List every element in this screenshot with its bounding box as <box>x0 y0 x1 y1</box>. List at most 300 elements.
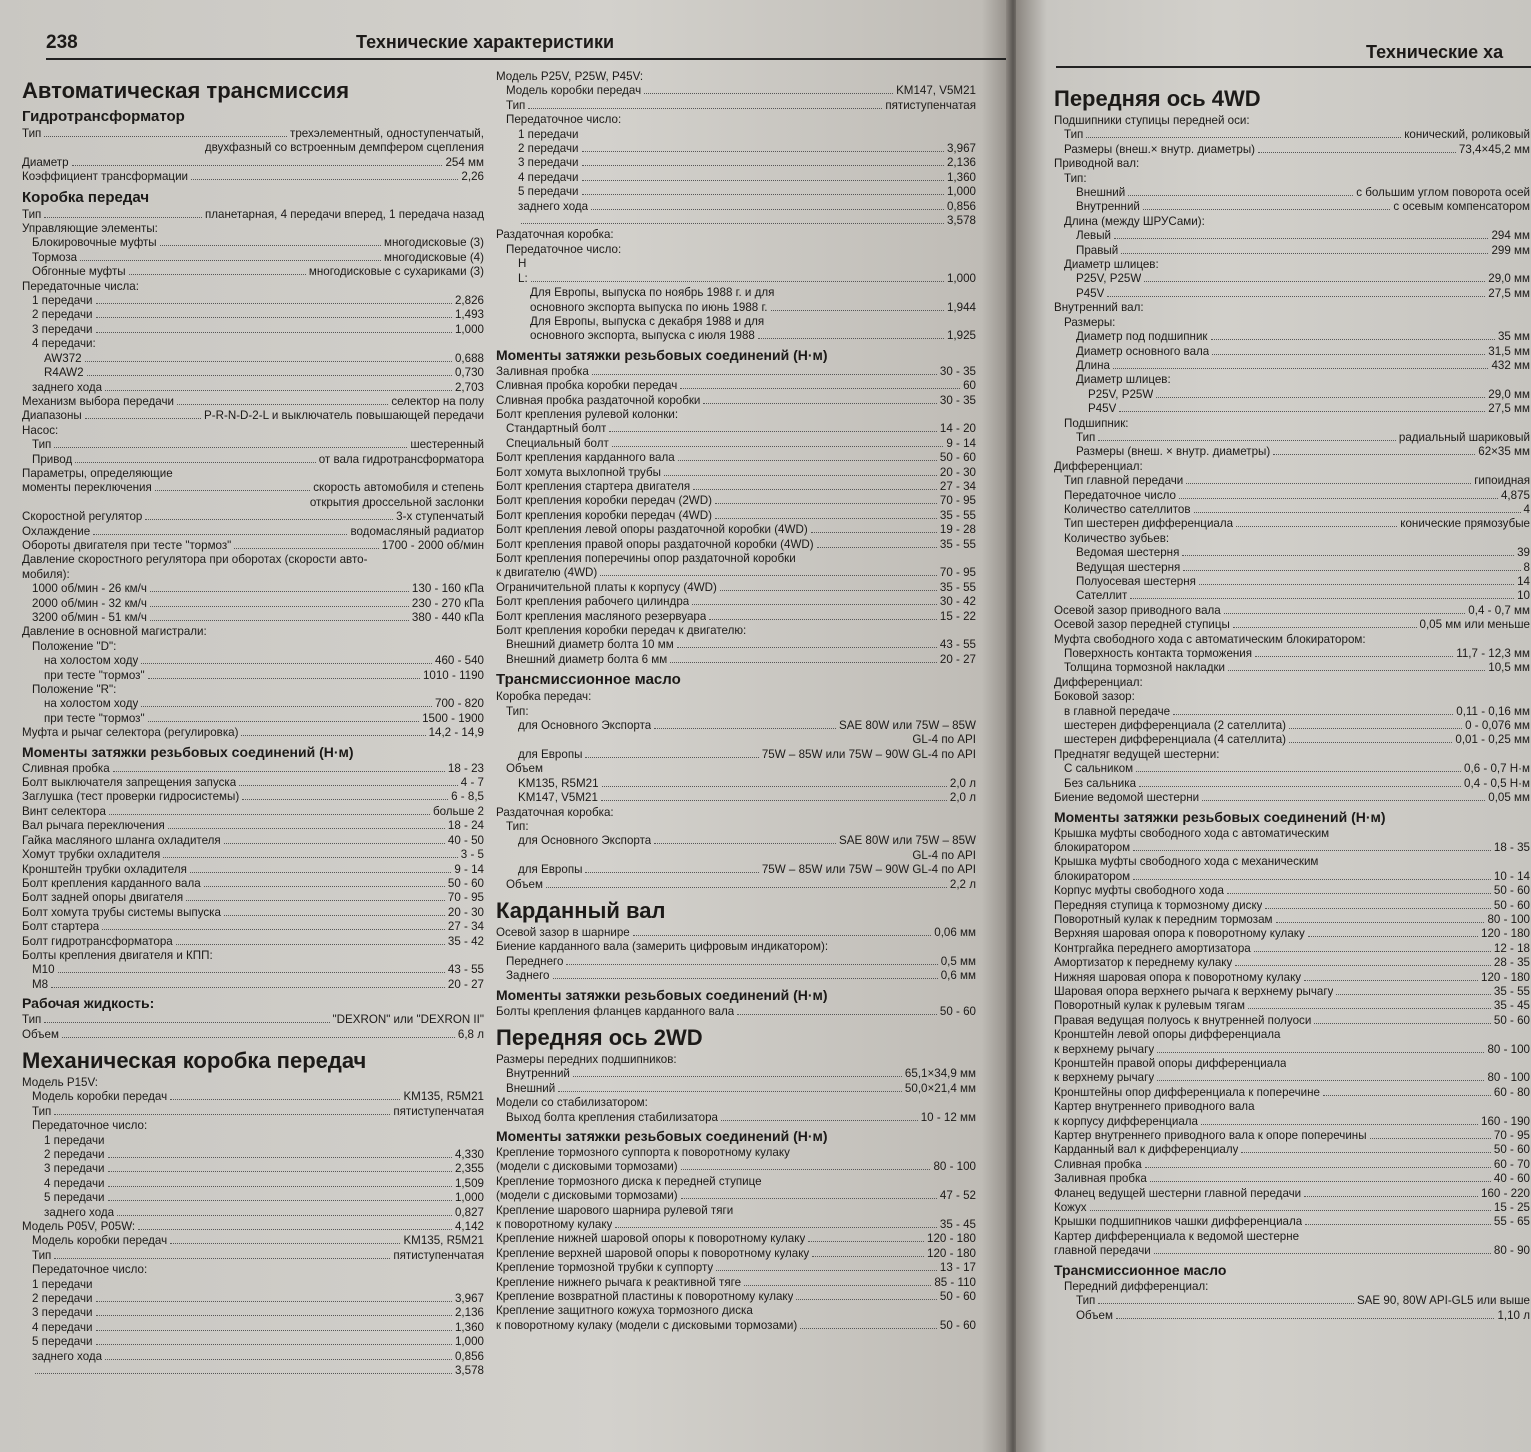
spec-label: Осевой зазор передней ступицы <box>1054 618 1230 632</box>
spec-label: Крышки подшипников чашки дифференциала <box>1054 1215 1303 1229</box>
spec-label: Болт хомута трубы системы выпуска <box>22 905 221 919</box>
spec-row <box>496 70 976 84</box>
leader-dots <box>117 1215 452 1216</box>
leader-dots <box>670 662 937 663</box>
leader-dots <box>678 460 937 461</box>
leader-dots <box>96 303 452 304</box>
spec-row <box>22 366 484 380</box>
spec-value: 11,7 - 12,3 мм <box>1456 647 1530 661</box>
spec-value: 80 - 100 <box>1487 912 1530 926</box>
spec-row <box>496 538 976 552</box>
spec-row <box>496 1005 976 1019</box>
spec-row <box>1054 589 1530 603</box>
spec-value: 43 - 55 <box>939 638 976 652</box>
spec-value: 0,06 мм <box>934 925 976 939</box>
leader-dots <box>160 245 381 246</box>
spec-row <box>496 185 976 199</box>
spec-label: Внешний <box>506 1081 556 1095</box>
page-header <box>46 32 1006 60</box>
spec-row <box>496 1218 976 1232</box>
spec-row <box>22 156 484 170</box>
spec-label: Передняя ступица к тормозному диску <box>1054 898 1263 912</box>
leader-dots <box>242 799 448 800</box>
section-heading: Гидротрансформатор <box>22 108 185 125</box>
spec-value: 65,1×34,9 мм <box>904 1067 976 1081</box>
spec-label: Давление в основной магистрали: <box>22 625 207 639</box>
spec-row <box>22 920 484 934</box>
leader-dots <box>531 281 944 282</box>
leader-dots <box>716 1270 937 1271</box>
spec-label: Болт крепления карданного вала <box>496 451 675 465</box>
leader-dots <box>1179 498 1498 499</box>
spec-row <box>22 1148 484 1162</box>
spec-continuation: GL-4 по API <box>912 733 976 747</box>
spec-row <box>22 1335 484 1349</box>
spec-label: на холостом ходу <box>44 697 139 711</box>
spec-value: KM135, R5M21 <box>403 1090 484 1104</box>
spec-row <box>22 265 484 279</box>
spec-value: 120 - 180 <box>1481 927 1530 941</box>
spec-row <box>496 690 976 704</box>
spec-value: 62×35 мм <box>1478 445 1530 459</box>
spec-row <box>1054 143 1530 157</box>
spec-label: Передаточное число <box>1064 488 1176 502</box>
leader-dots <box>744 1285 931 1286</box>
spec-label: Сателлит <box>1076 589 1128 603</box>
spec-label: Нижняя шаровая опора к поворотному кулаку <box>1054 970 1302 984</box>
spec-row <box>496 156 976 170</box>
spec-label: блокиратором <box>1054 840 1131 854</box>
spec-value: 50 - 60 <box>939 1290 976 1304</box>
spec-value: 50 - 60 <box>447 876 484 890</box>
spec-value: 1,360 <box>454 1320 484 1334</box>
leader-dots <box>72 165 443 166</box>
spec-value: 27 - 34 <box>447 920 484 934</box>
spec-row <box>1054 532 1530 546</box>
leader-dots <box>721 1120 918 1121</box>
spec-row <box>22 395 484 409</box>
spec-label: в главной передаче <box>1064 704 1171 718</box>
spec-label: Кронштейн левой опоры дифференциала <box>1054 1028 1281 1042</box>
spec-label: 3 передачи <box>32 1306 93 1320</box>
leader-dots <box>1145 1167 1491 1168</box>
spec-label: 4 передачи <box>32 1320 93 1334</box>
spec-value: 60 - 80 <box>1493 1085 1530 1099</box>
spec-label: Ведущая шестерня <box>1076 560 1181 574</box>
spec-value: шестеренный <box>410 438 484 452</box>
spec-value: водомасляный радиатор <box>350 524 484 538</box>
spec-row <box>1054 855 1530 869</box>
leader-dots <box>108 1200 452 1201</box>
spec-value: 1,493 <box>454 308 484 322</box>
spec-row <box>22 222 484 236</box>
spec-value: 14,2 - 14,9 <box>428 726 484 740</box>
leader-dots <box>108 1186 452 1187</box>
spec-row <box>1054 956 1530 970</box>
spec-label: Кронштейны опор дифференциала к поперечине <box>1054 1085 1320 1099</box>
leader-dots <box>1305 1224 1491 1225</box>
spec-row <box>496 566 976 580</box>
leader-dots <box>1183 570 1520 571</box>
spec-value: 20 - 30 <box>939 465 976 479</box>
spec-label: Боковой зазор: <box>1054 690 1135 704</box>
spec-label: Длина <box>1076 358 1110 372</box>
spec-value: 3-х ступенчатый <box>396 510 484 524</box>
leader-dots <box>612 446 944 447</box>
spec-label: Объем <box>1076 1308 1113 1322</box>
spec-value: 35 - 42 <box>447 934 484 948</box>
spec-row <box>22 1105 484 1119</box>
spec-label: к двигателю (4WD) <box>496 566 598 580</box>
spec-label: 5 передачи <box>44 1191 105 1205</box>
leader-dots <box>1107 296 1485 297</box>
spec-value: 1,944 <box>946 300 976 314</box>
spec-value: 0,5 мм <box>940 954 976 968</box>
spec-label: Обгонные муфты <box>32 265 126 279</box>
spec-row <box>1054 1014 1530 1028</box>
spec-label: Преднатяг ведущей шестерни: <box>1054 747 1220 761</box>
spec-row <box>1054 301 1530 315</box>
spec-value: 20 - 27 <box>447 977 484 991</box>
leader-dots <box>1114 238 1488 239</box>
leader-dots <box>1323 1095 1491 1096</box>
spec-value: SAE 80W или 75W – 85W <box>839 834 976 848</box>
leader-dots <box>600 575 937 576</box>
spec-label: мобиля): <box>22 567 70 581</box>
spec-label: Внутренний <box>1076 200 1140 214</box>
leader-dots <box>1173 714 1453 715</box>
leader-dots <box>609 431 936 432</box>
spec-value: 1010 - 1190 <box>422 668 484 682</box>
spec-row <box>496 748 976 762</box>
spec-value: 18 - 24 <box>447 819 484 833</box>
spec-value: 0,6 - 0,7 Н·м <box>1464 762 1530 776</box>
spec-row <box>1054 489 1530 503</box>
spec-label: Передаточное число: <box>506 242 622 256</box>
spec-label: Крепление тормозного суппорта к поворотному кулаку <box>496 1146 790 1159</box>
leader-dots <box>1273 454 1475 455</box>
spec-row <box>22 1278 484 1292</box>
spec-label: Крышка муфты свободного хода с автоматическим <box>1054 826 1330 840</box>
spec-label: заднего хода <box>44 1205 115 1219</box>
leader-dots <box>546 887 947 888</box>
spec-row <box>22 1350 484 1364</box>
spec-value: 120 - 180 <box>927 1246 976 1260</box>
spec-label: 1000 об/мин - 26 км/ч <box>32 582 147 596</box>
leader-dots <box>177 404 388 405</box>
leader-dots <box>1258 152 1456 153</box>
leader-dots <box>1304 1196 1478 1197</box>
spec-value: 80 - 90 <box>1493 1244 1530 1258</box>
spec-label: Тип <box>1064 128 1084 142</box>
leader-dots <box>1154 1253 1491 1254</box>
spec-value: с большим углом поворота осей <box>1356 186 1530 200</box>
spec-row <box>496 878 976 892</box>
spec-row <box>22 1306 484 1320</box>
spec-value: 0,856 <box>454 1349 484 1363</box>
spec-row <box>1054 229 1530 243</box>
leader-dots <box>170 1243 400 1244</box>
spec-label: Болт крепления правой опоры раздаточной коробки (4WD) <box>496 537 814 551</box>
spec-row <box>496 705 976 719</box>
spec-label: Тип: <box>1064 171 1087 185</box>
spec-value: 10 - 12 мм <box>920 1110 976 1124</box>
spec-row <box>496 394 976 408</box>
leader-dots <box>558 1091 902 1092</box>
spec-row <box>496 257 976 271</box>
leader-dots <box>1157 1080 1484 1081</box>
column-1 <box>22 72 484 1447</box>
spec-value: 39 <box>1517 546 1530 560</box>
spec-value: 0,05 мм <box>1488 791 1530 805</box>
leader-dots <box>592 374 937 375</box>
spec-value: 14 - 20 <box>939 422 976 436</box>
spec-label: для Европы <box>518 863 583 877</box>
spec-row <box>1054 676 1530 690</box>
spec-label: Стандартный болт <box>506 422 607 436</box>
spec-row <box>496 926 976 940</box>
spec-value: 50 - 60 <box>1493 1013 1530 1027</box>
spec-value: 47 - 52 <box>939 1189 976 1203</box>
section-heading: Трансмиссионное масло <box>1054 1261 1227 1278</box>
leader-dots <box>521 223 944 224</box>
spec-row <box>496 379 976 393</box>
spec-label: Диаметр <box>22 155 69 169</box>
spec-value: 460 - 540 <box>435 654 484 668</box>
spec-row <box>1054 215 1530 229</box>
leader-dots <box>141 706 432 707</box>
spec-label: Ведомая шестерня <box>1076 546 1180 560</box>
leader-dots <box>1098 440 1396 441</box>
section-heading: Моменты затяжки резьбовых соединений (Н·м) <box>22 743 354 760</box>
leader-dots <box>163 857 457 858</box>
leader-dots <box>1254 951 1491 952</box>
spec-label: Гайка масляного шланга охладителя <box>22 833 221 847</box>
spec-label: 4 передачи: <box>32 337 96 351</box>
spec-row <box>1054 186 1530 200</box>
leader-dots <box>105 390 452 391</box>
leader-dots <box>109 814 430 815</box>
spec-row <box>496 1146 976 1160</box>
spec-value: 27 - 34 <box>939 479 976 493</box>
spec-label: 2 передачи <box>44 1148 105 1161</box>
spec-value: 1,000 <box>454 322 484 336</box>
spec-value: 35 - 45 <box>939 1218 976 1232</box>
spec-value: 70 - 95 <box>1493 1129 1530 1143</box>
spec-row <box>496 128 976 142</box>
spec-row <box>22 251 484 265</box>
leader-dots <box>148 678 420 679</box>
spec-label: Крепление защитного кожуха тормозного диска <box>496 1304 753 1318</box>
leader-dots <box>1116 1318 1494 1319</box>
spec-label: 2 передачи <box>32 308 93 322</box>
spec-label: Передаточное число: <box>32 1119 148 1133</box>
leader-dots <box>85 361 452 362</box>
leader-dots <box>664 475 937 476</box>
spec-row <box>22 654 484 668</box>
spec-label: Диаметр шлицев: <box>1076 373 1171 387</box>
leader-dots <box>150 606 409 607</box>
spec-label: на холостом ходу <box>44 654 139 668</box>
leader-dots <box>1202 800 1485 801</box>
spec-label: главной передачи <box>1054 1244 1151 1258</box>
spec-value: конические прямозубые <box>1400 517 1530 531</box>
spec-label: Тип: <box>506 819 529 833</box>
spec-row <box>1054 330 1530 344</box>
leader-dots <box>1130 598 1514 599</box>
leader-dots <box>1086 137 1401 138</box>
leader-dots <box>51 987 445 988</box>
spec-value: 0 - 0,076 мм <box>1465 719 1530 733</box>
spec-label: Крепление нижней шаровой опоры к поворотному кулаку <box>496 1232 806 1246</box>
spec-label: 1 передачи <box>518 127 579 141</box>
leader-dots <box>1236 526 1397 527</box>
spec-value: 73,4×45,2 мм <box>1458 142 1530 156</box>
spec-label: Картер внутреннего приводного вала <box>1054 1100 1255 1114</box>
leader-dots <box>601 800 947 801</box>
spec-row <box>1054 690 1530 704</box>
spec-label: Левый <box>1076 229 1112 243</box>
section-heading: Карданный вал <box>496 897 666 923</box>
spec-label: Толщина тормозной накладки <box>1064 661 1226 675</box>
spec-value: 10 - 14 <box>1493 869 1530 883</box>
spec-value: 4 - 7 <box>460 776 484 790</box>
spec-label: Хомут трубки охладителя <box>22 848 161 862</box>
spec-label: P25V, P25W <box>1088 387 1154 401</box>
spec-label: при тесте "тормоз" <box>44 711 145 725</box>
spec-value: 4,330 <box>454 1148 484 1161</box>
spec-row <box>22 762 484 776</box>
spec-value: 75W – 85W или 75W – 90W GL-4 по API <box>761 747 976 761</box>
section-heading: Коробка передач <box>22 188 150 206</box>
spec-value: 2,2 л <box>949 877 976 891</box>
leader-dots <box>96 1330 452 1331</box>
spec-label: Блокировочные муфты <box>32 236 157 250</box>
running-title-right: Технические ха <box>1366 42 1504 62</box>
spec-row <box>496 1247 976 1261</box>
spec-label: Внешний диаметр болта 10 мм <box>506 638 674 652</box>
spec-value: 1,360 <box>946 170 976 184</box>
leader-dots <box>715 518 937 519</box>
spec-value: 2,136 <box>454 1306 484 1320</box>
spec-label: Коэффициент трансформации <box>22 170 189 184</box>
spec-row <box>1054 633 1530 647</box>
spec-label: AW372 <box>44 351 82 365</box>
spec-value: 28 - 35 <box>1493 956 1530 970</box>
leader-dots <box>615 1227 937 1228</box>
spec-row <box>22 453 484 467</box>
spec-label: Болт крепления коробки передач (4WD) <box>496 508 712 522</box>
leader-dots <box>1143 209 1390 210</box>
spec-row <box>496 1319 976 1333</box>
leader-dots <box>812 1256 924 1257</box>
spec-row <box>496 595 976 609</box>
spec-label: Тип главной передачи <box>1064 474 1184 488</box>
leader-dots <box>528 108 882 109</box>
leader-dots <box>204 886 445 887</box>
spec-label: 2000 об/мин - 32 км/ч <box>32 596 147 610</box>
spec-label: Корпус муфты свободного хода <box>1054 884 1224 898</box>
spec-row <box>1054 1294 1530 1308</box>
page-header-right <box>1056 40 1531 68</box>
spec-row <box>22 1090 484 1104</box>
spec-value: от вала гидротрансформатора <box>318 452 484 466</box>
spec-label: Подшипники ступицы передней оси: <box>1054 114 1250 127</box>
spec-row <box>1054 1230 1530 1244</box>
spec-label: Специальный болт <box>506 436 609 450</box>
spec-value: 160 - 220 <box>1481 1186 1530 1200</box>
spec-value: 0,4 - 0,7 мм <box>1468 603 1530 617</box>
spec-label: P25V, P25W <box>1076 272 1142 286</box>
leader-dots <box>58 972 445 973</box>
leader-dots <box>1308 936 1478 937</box>
leader-dots <box>720 590 937 591</box>
spec-label: Контргайка переднего амортизатора <box>1054 941 1251 955</box>
spec-label: Количество сателлитов <box>1064 502 1191 516</box>
spec-label: Обороты двигателя при тесте "тормоз" <box>22 538 232 552</box>
leader-dots <box>582 180 944 181</box>
spec-row <box>1054 244 1530 258</box>
section-heading: Рабочая жидкость: <box>22 995 155 1012</box>
leader-dots <box>96 332 452 333</box>
leader-dots <box>234 548 378 549</box>
spec-value: 13 - 17 <box>939 1261 976 1275</box>
spec-label: 4 передачи <box>44 1176 105 1190</box>
leader-dots <box>654 728 836 729</box>
running-title: Технические характеристики <box>356 32 615 52</box>
spec-value: 3,578 <box>946 214 976 228</box>
spec-row <box>1054 942 1530 956</box>
spec-row <box>496 329 976 343</box>
spec-row <box>1054 345 1530 359</box>
leader-dots <box>1186 483 1471 484</box>
spec-label: моменты переключения <box>22 481 152 495</box>
spec-row <box>1054 316 1530 330</box>
spec-value: 80 - 100 <box>1487 1042 1530 1056</box>
leader-dots <box>800 1328 937 1329</box>
leader-dots <box>582 165 944 166</box>
spec-label: Приводной вал: <box>1054 157 1140 171</box>
spec-value: 80 - 100 <box>933 1160 976 1174</box>
section-heading: Передняя ось 2WD <box>496 1024 703 1050</box>
spec-row <box>1054 503 1530 517</box>
leader-dots <box>808 1241 924 1242</box>
spec-label: Размеры передних подшипников: <box>496 1052 677 1066</box>
spec-row <box>22 1076 484 1090</box>
spec-label: к поворотному кулаку <box>496 1218 613 1232</box>
spec-row <box>22 294 484 308</box>
spec-label: Болт крепления поперечины опор раздаточной коробки <box>496 552 796 565</box>
leader-dots <box>1128 195 1353 196</box>
leader-dots <box>87 375 452 376</box>
spec-label: Крепление нижнего рычага к реактивной тяге <box>496 1275 742 1289</box>
spec-value: KM147, V5M21 <box>896 84 976 98</box>
spec-label: Без сальника <box>1064 776 1137 790</box>
spec-label: Болт крепления коробки передач (2WD) <box>496 494 712 508</box>
leader-dots <box>1304 980 1478 981</box>
leader-dots <box>1133 850 1491 851</box>
spec-row <box>22 834 484 848</box>
spec-value: 0,01 - 0,25 мм <box>1455 733 1530 747</box>
spec-label: заднего хода <box>518 199 589 213</box>
spec-label: Болт крепления масляного резервуара <box>496 609 707 623</box>
spec-value: 35 - 55 <box>1493 984 1530 998</box>
spec-label: Тип <box>22 1013 42 1027</box>
spec-value: 4,875 <box>1500 488 1530 502</box>
spec-label: Крепление верхней шаровой опоры к поворотному кулаку <box>496 1246 810 1260</box>
page-number: 238 <box>46 32 78 53</box>
spec-value: больше 2 <box>432 804 484 818</box>
